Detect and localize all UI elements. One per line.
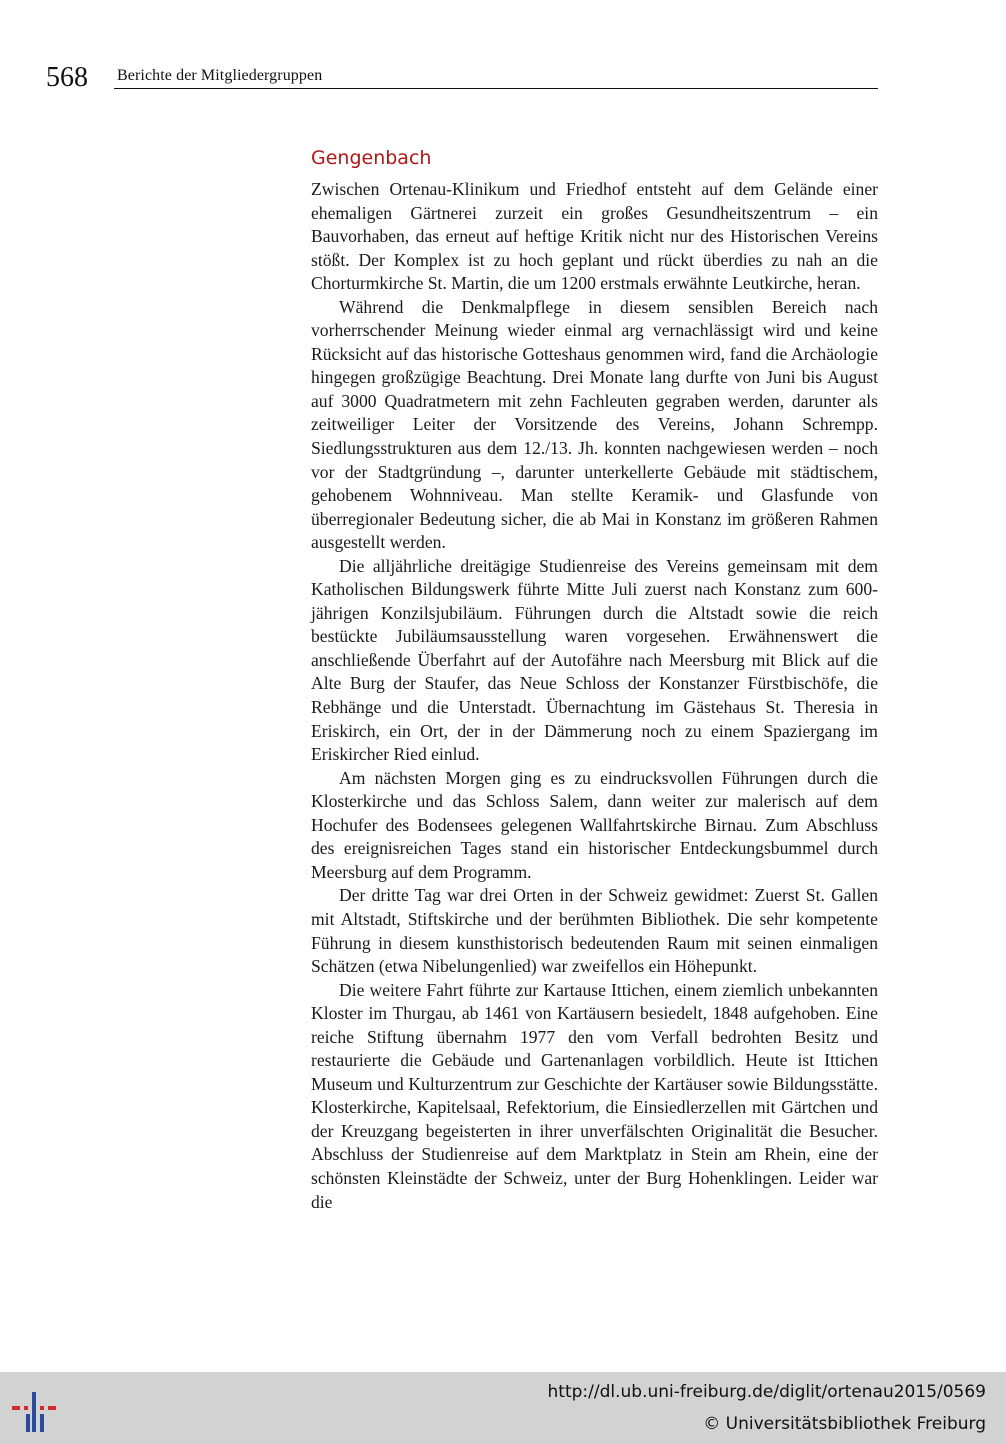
paragraph: Während die Denkmalpflege in diesem sensiblen Bereich nach vorherrschender Meinung wieder einmal arg vernachlässigt wird und keine Rücksicht auf das historische Gotteshaus genommen wird, fand die Archäologie hingegen großzügige Beachtung. Drei Monate lang durfte von Juni bis August auf 3000 Quadratmetern mit zehn Fachleuten gegraben werden, darunter als zeitweiliger Leiter der Vorsitzende des Vereins, Johann Schrempp. Siedlungsstrukturen aus dem 12./13. Jh. konnten nachgewiesen werden – noch vor der Stadtgründung –, darunter unterkellerte Gebäude mit städtischem, gehobenem Wohnniveau. Man stellte Keramik- und Glasfunde von überregionaler Bedeutung sicher, die ab Mai in Konstanz im größeren Rahmen ausgestellt werden.: [311, 296, 878, 553]
footer-url-link[interactable]: http://dl.ub.uni-freiburg.de/diglit/ortenau2015/0569: [547, 1382, 986, 1402]
footer-copyright: © Universitätsbibliothek Freiburg: [703, 1414, 986, 1434]
running-header: [46, 62, 878, 92]
paragraph: Die weitere Fahrt führte zur Kartause Ittichen, einem ziemlich unbekannten Kloster im Thurgau, ab 1461 von Kartäusern besiedelt, 1848 aufgehoben. Eine reiche Stiftung übernahm 1977 den vom Verfall bedrohten Besitz und restaurierte die Gebäude und Gartenanlagen vorbildlich. Heute ist Ittichen Museum und Kulturzentrum zur Geschichte der Kartäuser sowie Bildungsstätte. Klosterkirche, Kapitelsaal, Refektorium, die Einsiedlerzellen mit Gärtchen und der Kreuzgang begeisterten in ihrer unverfälschten Originalität die Besucher. Abschluss der Studienreise auf dem Marktplatz in Stein am Rhein, eine der schönsten Kleinstädte der Schweiz, unter der Burg Hohenklingen. Leider war die: [311, 979, 878, 1212]
paragraph: Zwischen Ortenau-Klinikum und Friedhof entsteht auf dem Gelände einer ehemaligen Gärtnerei zurzeit ein großes Gesundheitszentrum – ein Bauvorhaben, das erneut auf heftige Kritik nicht nur des Historischen Vereins stößt. Der Komplex ist zu hoch geplant und rückt überdies zu nah an die Chorturmkirche St. Martin, die um 1200 erstmals erwähnte Leutkirche, heran.: [311, 179, 878, 294]
running-title: Berichte der Mitgliedergruppen: [117, 67, 323, 84]
paragraph: Die alljährliche dreitägige Studienreise des Vereins gemeinsam mit dem Katholischen Bildungswerk führte Mitte Juli zuerst nach Konstanz zum 600-jährigen Konzilsjubiläum. Führungen durch die Altstadt sowie die reich bestückte Jubiläumsausstellung waren vorgesehen. Erwähnenswert die anschließende Überfahrt auf der Autofähre nach Meersburg mit Blick auf die Alte Burg der Staufer, das Neue Schloss der Konstanzer Fürstbischöfe, die Rebhänge und die Unterstadt. Übernachtung im Gästehaus St. Theresia in Eriskirch, ein Ort, der in der Dämmerung noch zu einem Spaziergang im Eriskircher Ried einlud.: [311, 555, 878, 765]
page-number: 568: [46, 62, 88, 93]
ub-freiburg-logo-icon: [12, 1382, 64, 1434]
header-rule: [114, 88, 878, 89]
paragraph: Der dritte Tag war drei Orten in der Schweiz gewidmet: Zuerst St. Gallen mit Altstadt, Stiftskirche und der berühmten Bibliothek. Die sehr kompetente Führung in diesem kunsthistorisch bedeutenden Raum mit seinen einmaligen Schätzen (etwa Nibelungenlied) war zweifellos ein Höhepunkt.: [311, 885, 878, 977]
footer-bar: [0, 1372, 1006, 1444]
paragraph: Am nächsten Morgen ging es zu eindrucksvollen Führungen durch die Klosterkirche und das Schloss Salem, dann weiter zur malerisch auf dem Hochufer des Bodensees gelegenen Wallfahrtskirche Birnau. Zum Abschluss des ereignisreichen Tages stand ein historischer Entdeckungsbummel durch Meersburg auf dem Programm.: [311, 767, 878, 882]
section-title: Gengenbach: [311, 146, 432, 169]
article-body: [311, 178, 878, 1214]
